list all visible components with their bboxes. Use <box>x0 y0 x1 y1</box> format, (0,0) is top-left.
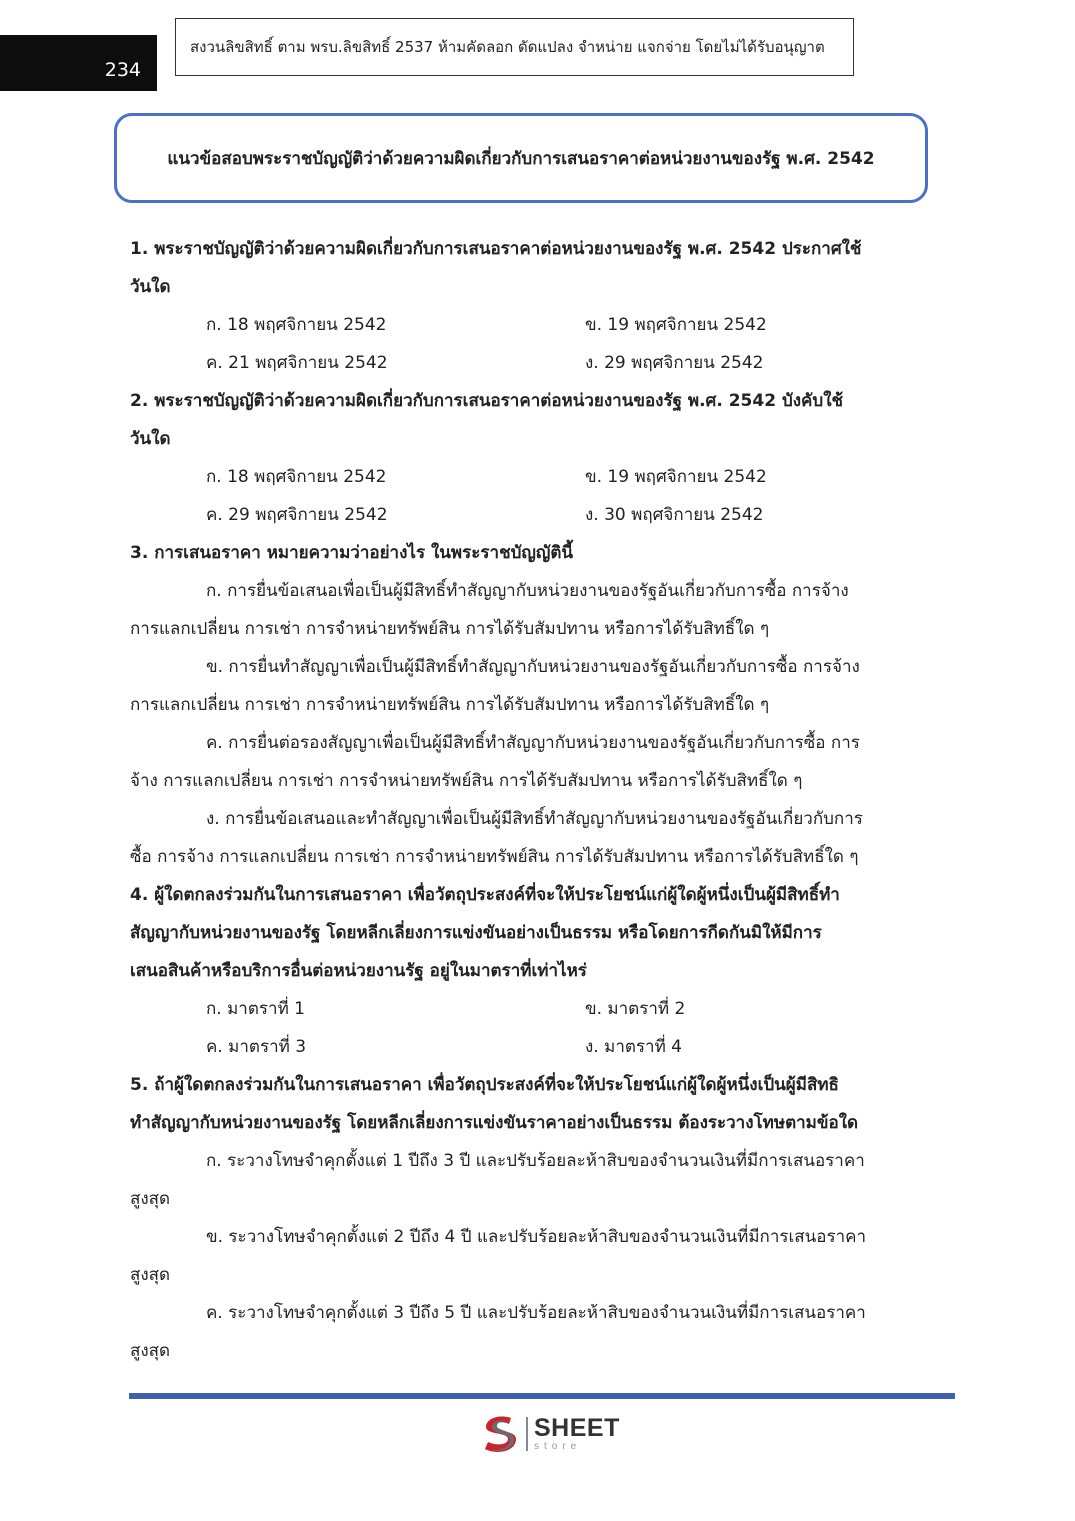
logo-wordmark <box>534 1416 620 1452</box>
option-a: ก. 18 พฤศจิกายน 2542 <box>206 315 387 335</box>
question-1-options-row-2 <box>130 344 920 382</box>
option-b-line-2: สูงสุด <box>130 1265 171 1285</box>
question-4-line-2: สัญญากับหน่วยงานของรัฐ โดยหลีกเลี่ยงการแข่งขันอย่างเป็นธรรม หรือโดยการกีดกันมิให้มีการ <box>130 923 822 943</box>
question-4-options-row-2 <box>130 1028 920 1066</box>
option-a-line-1: ก. ระวางโทษจำคุกตั้งแต่ 1 ปีถึง 3 ปี และปรับร้อยละห้าสิบของจำนวนเงินที่มีการเสนอราคา <box>206 1151 865 1171</box>
question-4-line-3: เสนอสินค้าหรือบริการอื่นต่อหน่วยงานรัฐ อยู่ในมาตราที่เท่าไหร่ <box>130 961 587 981</box>
copyright-notice: สงวนลิขสิทธิ์ ตาม พรบ.ลิขสิทธิ์ 2537 ห้ามคัดลอก ดัดแปลง จำหน่าย แจกจ่าย โดยไม่ได้รับอนุญาต <box>175 18 854 76</box>
option-c: ค. มาตราที่ 3 <box>206 1037 307 1057</box>
option-c-line-1: ค. การยื่นต่อรองสัญญาเพื่อเป็นผู้มีสิทธิ์ทำสัญญากับหน่วยงานของรัฐอันเกี่ยวกับการซื้อ การ <box>206 733 860 753</box>
page-number: 234 <box>0 35 157 91</box>
question-2-line-1: 2. พระราชบัญญัติว่าด้วยความผิดเกี่ยวกับการเสนอราคาต่อหน่วยงานของรัฐ พ.ศ. 2542 บังคับใช้ <box>130 391 844 411</box>
option-a: ก. 18 พฤศจิกายน 2542 <box>206 467 387 487</box>
question-1-options-row-1 <box>130 306 920 344</box>
question-2-line-2: วันใด <box>130 429 171 449</box>
option-d: ง. มาตราที่ 4 <box>585 1037 683 1057</box>
question-4-line-1: 4. ผู้ใดตกลงร่วมกันในการเสนอราคา เพื่อวัตถุประสงค์ที่จะให้ประโยชน์แก่ผู้ใดผู้หนึ่งเป็นผู้มีสิทธิ์ทำ <box>130 885 840 905</box>
logo-store-text: store <box>534 1441 582 1452</box>
option-b-line-2: การแลกเปลี่ยน การเช่า การจำหน่ายทรัพย์สิน การได้รับสัมปทาน หรือการได้รับสิทธิ์ใด ๆ <box>130 695 770 715</box>
option-a-line-2: สูงสุด <box>130 1189 171 1209</box>
question-2-options-row-1 <box>130 458 920 496</box>
question-2-options-row-2 <box>130 496 920 534</box>
option-b: ข. มาตราที่ 2 <box>585 999 686 1019</box>
sheet-store-logo <box>478 1412 620 1456</box>
option-d-line-2: ซื้อ การจ้าง การแลกเปลี่ยน การเช่า การจำหน่ายทรัพย์สิน การได้รับสัมปทาน หรือการได้รับสิทธิ์ใด ๆ <box>130 847 859 867</box>
option-d: ง. 30 พฤศจิกายน 2542 <box>585 505 764 525</box>
option-b-line-1: ข. ระวางโทษจำคุกตั้งแต่ 2 ปีถึง 4 ปี และปรับร้อยละห้าสิบของจำนวนเงินที่มีการเสนอราคา <box>206 1227 867 1247</box>
option-b: ข. 19 พฤศจิกายน 2542 <box>585 315 767 335</box>
question-5-line-1: 5. ถ้าผู้ใดตกลงร่วมกันในการเสนอราคา เพื่อวัตถุประสงค์ที่จะให้ประโยชน์แก่ผู้ใดผู้หนึ่งเป็นผู้มีสิทธิ <box>130 1075 839 1095</box>
sheet-logo-icon <box>478 1412 522 1456</box>
footer-rule <box>129 1393 955 1399</box>
option-c: ค. 21 พฤศจิกายน 2542 <box>206 353 388 373</box>
question-3-line-1: 3. การเสนอราคา หมายความว่าอย่างไร ในพระราชบัญญัตินี้ <box>130 543 574 563</box>
option-a-line-2: การแลกเปลี่ยน การเช่า การจำหน่ายทรัพย์สิน การได้รับสัมปทาน หรือการได้รับสิทธิ์ใด ๆ <box>130 619 770 639</box>
option-d-line-1: ง. การยื่นข้อเสนอและทำสัญญาเพื่อเป็นผู้มีสิทธิ์ทำสัญญากับหน่วยงานของรัฐอันเกี่ยวกับการ <box>206 809 863 829</box>
logo-sheet-text: SHEET <box>534 1414 620 1442</box>
question-4-options-row-1 <box>130 990 920 1028</box>
option-b-line-1: ข. การยื่นทำสัญญาเพื่อเป็นผู้มีสิทธิ์ทำสัญญากับหน่วยงานของรัฐอันเกี่ยวกับการซื้อ การจ้าง <box>206 657 860 677</box>
option-a: ก. มาตราที่ 1 <box>206 999 305 1019</box>
page-title: แนวข้อสอบพระราชบัญญัติว่าด้วยความผิดเกี่ยวกับการเสนอราคาต่อหน่วยงานของรัฐ พ.ศ. 2542 <box>114 113 928 203</box>
option-c-line-2: จ้าง การแลกเปลี่ยน การเช่า การจำหน่ายทรัพย์สิน การได้รับสัมปทาน หรือการได้รับสิทธิ์ใด ๆ <box>130 771 803 791</box>
option-b: ข. 19 พฤศจิกายน 2542 <box>585 467 767 487</box>
question-1-line-1: 1. พระราชบัญญัติว่าด้วยความผิดเกี่ยวกับการเสนอราคาต่อหน่วยงานของรัฐ พ.ศ. 2542 ประกาศใช้ <box>130 239 862 259</box>
option-d: ง. 29 พฤศจิกายน 2542 <box>585 353 764 373</box>
option-c: ค. 29 พฤศจิกายน 2542 <box>206 505 388 525</box>
logo-divider <box>526 1417 528 1451</box>
question-list <box>130 230 920 1370</box>
question-5-line-2: ทำสัญญากับหน่วยงานของรัฐ โดยหลีกเลี่ยงการแข่งขันราคาอย่างเป็นธรรม ต้องระวางโทษตามข้อใด <box>130 1113 859 1133</box>
option-c-line-2: สูงสุด <box>130 1341 171 1361</box>
option-c-line-1: ค. ระวางโทษจำคุกตั้งแต่ 3 ปีถึง 5 ปี และปรับร้อยละห้าสิบของจำนวนเงินที่มีการเสนอราคา <box>206 1303 866 1323</box>
option-a-line-1: ก. การยื่นข้อเสนอเพื่อเป็นผู้มีสิทธิ์ทำสัญญากับหน่วยงานของรัฐอันเกี่ยวกับการซื้อ การจ้าง <box>206 581 849 601</box>
question-1-line-2: วันใด <box>130 277 171 297</box>
